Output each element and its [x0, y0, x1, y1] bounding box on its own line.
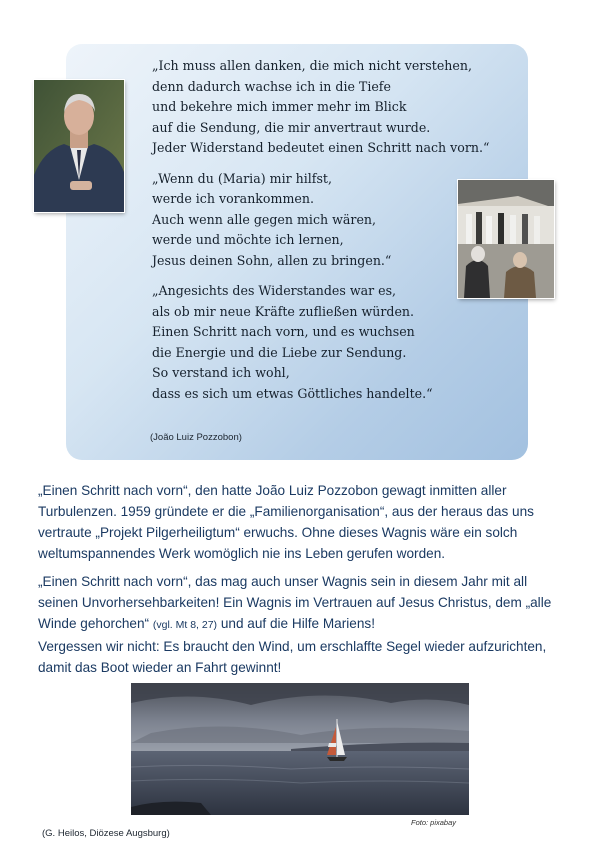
quote-line: „Wenn du (Maria) mir hilfst,: [152, 170, 332, 186]
quote-stanza-2: [152, 169, 482, 272]
quote-line: denn dadurch wachse ich in die Tiefe: [152, 78, 391, 94]
author-credit: (G. Heilos, Diözese Augsburg): [42, 828, 170, 839]
group-photo: [458, 180, 554, 298]
quote-text: [152, 56, 490, 414]
quote-line: „Angesichts des Widerstandes war es,: [152, 283, 397, 298]
quote-line: werde ich vorankommen.: [152, 191, 314, 206]
photo-credit: Foto: pixabay: [411, 818, 457, 827]
paragraph-1: „Einen Schritt nach vorn“, den hatte João Luiz Pozzobon gewagt inmitten aller Turbulenzen. 1959 gründete er die „Familienorganisation“, aus der heraus das uns vertraute „Projekt Pilgerheiligtum“ erwuchs. Ohne dieses Wagnis wäre ein solch weltumspannendes Werk womöglich nie ins Leben gerufen worden.: [38, 483, 534, 561]
bible-reference: (vgl. Mt 8, 27): [152, 619, 218, 631]
quote-line: Jesus deinen Sohn, allen zu bringen.“: [152, 252, 392, 268]
quote-line: als ob mir neue Kräfte zufließen würden.: [152, 303, 415, 319]
quote-line: Auch wenn alle gegen mich wären,: [152, 211, 377, 227]
paragraph-2-text-a: „Einen Schritt nach vorn“, das mag auch unser Wagnis sein in diesem Jahr mit all seinen Unvorhersehbarkeiten! Ein Wagnis im Vertrauen auf Jesus Christus, dem „alle Winde gehorchen“: [38, 574, 552, 631]
quote-line: Einen Schritt nach vorn, und es wuchsen: [152, 324, 415, 339]
quote-line: „Ich muss allen danken, die mich nicht verstehen,: [152, 58, 472, 73]
quote-line: werde und möchte ich lernen,: [152, 232, 344, 247]
paragraph-2-text-b: und auf die Hilfe Mariens!: [217, 616, 375, 631]
quote-line: Jeder Widerstand bedeutet einen Schritt nach vorn.“: [152, 140, 490, 155]
paragraph-2: [38, 571, 568, 636]
sailboat-photo: [131, 683, 469, 815]
paragraph-3: Vergessen wir nicht: Es braucht den Wind, um erschlaffte Segel wieder aufzurichten, damit das Boot wieder an Fahrt gewinnt!: [38, 639, 547, 675]
quote-line: die Energie und die Liebe zur Sendung.: [152, 344, 407, 360]
quote-stanza-1: [152, 56, 490, 159]
quote-line: dass es sich um etwas Göttliches handelte.“: [152, 385, 433, 401]
quote-stanza-3: [152, 281, 482, 404]
quote-line: So verstand ich wohl,: [152, 365, 290, 380]
quote-attribution: (João Luiz Pozzobon): [150, 432, 242, 443]
portrait-photo: [34, 80, 124, 212]
quote-line: und bekehre mich immer mehr im Blick: [152, 99, 407, 114]
quote-line: auf die Sendung, die mir anvertraut wurde.: [152, 119, 431, 135]
article-text: [38, 480, 568, 685]
